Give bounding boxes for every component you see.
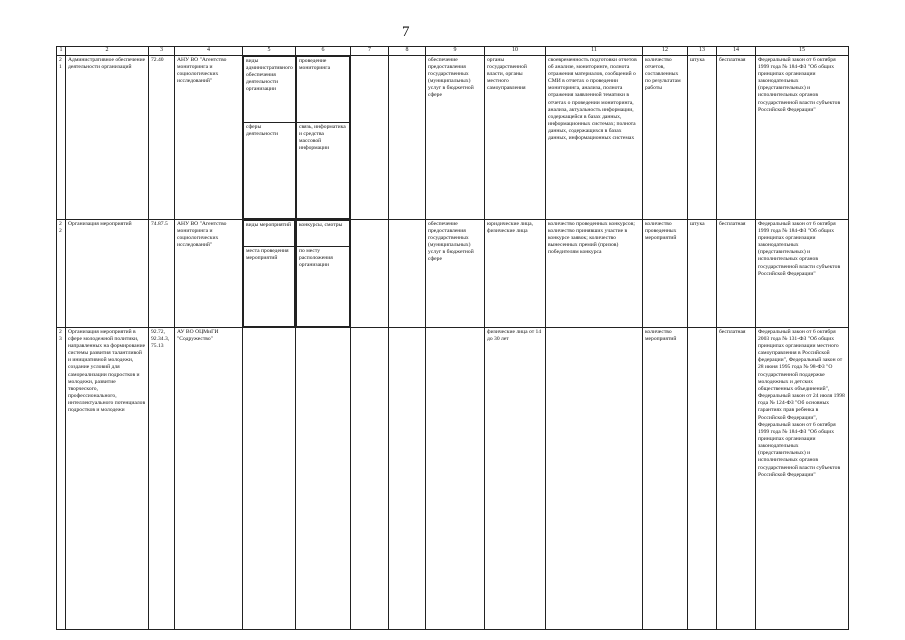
cell-col9: обеспечение предоставления государственных (муниципальных) услуг в бюджетной сфере (426, 219, 485, 327)
content-cell (243, 219, 296, 327)
okved-code: 72.40 (149, 55, 175, 219)
cell-col14: бесплатная (717, 327, 756, 629)
content-line: места проведения мероприятий (244, 246, 295, 326)
service-name: Административное обеспечение деятельности организаций (66, 55, 149, 219)
content-line: по месту расположения организации (297, 246, 350, 326)
content-line: связь, информатика и средства массовой информации (297, 122, 350, 218)
content-cell (243, 327, 296, 629)
cell-col11: количество проведенных конкурсов; количество принявших участие в конкурсе заявок; количество вынесенных премий (призов) победителям конкурса (546, 219, 643, 327)
content-cell (296, 327, 351, 629)
column-number: 8 (389, 47, 426, 56)
cell-col13: штука (688, 219, 717, 327)
column-number: 4 (175, 47, 243, 56)
cell-col7 (351, 327, 389, 629)
content-cell (296, 219, 351, 327)
cell-col13: штука (688, 55, 717, 219)
column-number: 11 (546, 47, 643, 56)
row-number: 23 (57, 327, 66, 629)
cell-col11: своевременность подготовки отчетов об анализе, мониторинге, полнота отражения материалов, сообщений о СМИ в отчетах о проведении мониторинга, анализа, полнота отражения заявленной тематики в отчетах о проведении мониторинга, анализа, актуальность информации, содержащейся в базах данных, информационных системах; полнота данных, содержащихся в базах данных, информационных системах (546, 55, 643, 219)
cell-col9: обеспечение предоставления государственных (муниципальных) услуг в бюджетной сфере (426, 55, 485, 219)
content-cell (243, 55, 296, 219)
cell-col11 (546, 327, 643, 629)
registry-table (56, 46, 849, 630)
column-number: 6 (296, 47, 351, 56)
cell-col7 (351, 219, 389, 327)
content-line: проведение мониторинга (297, 56, 350, 122)
column-number: 9 (426, 47, 485, 56)
table-row (57, 219, 849, 327)
table-row (57, 327, 849, 629)
content-line: сферы деятельности (244, 122, 296, 218)
column-number: 5 (243, 47, 296, 56)
cell-col10: органы государственной власти, органы местного самоуправления (485, 55, 546, 219)
cell-col15: Федеральный закон от 6 октября 1999 года № 184-ФЗ "Об общих принципах организации законодательных (представительных) и исполнительных органов государственной власти субъектов Российской Федерации" (756, 219, 849, 327)
cell-col14: бесплатная (717, 55, 756, 219)
institution-name: АНУ ВО "Агентство мониторинга и социологических исследований" (175, 55, 243, 219)
okved-code: 92.72, 92.34.3, 75.13 (149, 327, 175, 629)
cell-col15: Федеральный закон от 6 октября 1999 года № 184-ФЗ "Об общих принципах организации законодательных (представительных) и исполнительных органов государственной власти субъектов Российской Федерации" (756, 55, 849, 219)
content-line: виды административного обеспечения деятельности организации (244, 56, 296, 122)
column-number: 10 (485, 47, 546, 56)
table-row (57, 55, 849, 219)
column-number: 3 (149, 47, 175, 56)
content-cell (296, 55, 351, 219)
column-number: 13 (688, 47, 717, 56)
row-number: 21 (57, 55, 66, 219)
cell-col12: количество отчетов, составленных по результатам работы (643, 55, 688, 219)
institution-name: АУ ВО ОЦМиГИ "Содружество" (175, 327, 243, 629)
cell-col7 (351, 55, 389, 219)
service-name: Организация мероприятий в сфере молодежной политики, направленных на формирование системы развития талантливой и инициативной молодежи, создание условий для самореализации подростков и молодежи, развитие творческого, профессионального, интеллектуального потенциалов подростков и молодежи (66, 327, 149, 629)
okved-code: 74.87.5 (149, 219, 175, 327)
institution-name: АНУ ВО "Агентство мониторинга и социологических исследований" (175, 219, 243, 327)
cell-col9 (426, 327, 485, 629)
row-number: 22 (57, 219, 66, 327)
column-number: 15 (756, 47, 849, 56)
page-number: 7 (402, 24, 410, 40)
content-line: виды мероприятий (244, 220, 295, 246)
cell-col8 (389, 55, 426, 219)
service-name: Организация мероприятий (66, 219, 149, 327)
content-line: конкурсы, смотры (297, 220, 350, 246)
column-number: 1 (57, 47, 66, 56)
cell-col8 (389, 327, 426, 629)
column-number: 2 (66, 47, 149, 56)
cell-col10: юридические лица, физические лица (485, 219, 546, 327)
column-number-row (57, 47, 849, 56)
cell-col12: количество проведенных мероприятий (643, 219, 688, 327)
cell-col15: Федеральный закон от 6 октября 2003 года № 131-ФЗ "Об общих принципах организации местного самоуправления в Российской федерации", Федеральный закон от 28 июня 1995 года № 98-ФЗ "О государственной поддержке молодежных и детских общественных объединений", Федеральный закон от 24 июля 1998 года № 124-ФЗ "Об основных гарантиях прав ребенка в Российской Федерации", Федеральный закон от 6 октября 1999 года № 184-ФЗ "Об общих принципах организации законодательных (представительных) и исполнительных органов государственной власти субъектов Российской Федерации" (756, 327, 849, 629)
column-number: 14 (717, 47, 756, 56)
cell-col14: бесплатная (717, 219, 756, 327)
cell-col10: физические лица от 14 до 30 лет (485, 327, 546, 629)
column-number: 12 (643, 47, 688, 56)
cell-col12: количество мероприятий (643, 327, 688, 629)
column-number: 7 (351, 47, 389, 56)
cell-col13 (688, 327, 717, 629)
cell-col8 (389, 219, 426, 327)
